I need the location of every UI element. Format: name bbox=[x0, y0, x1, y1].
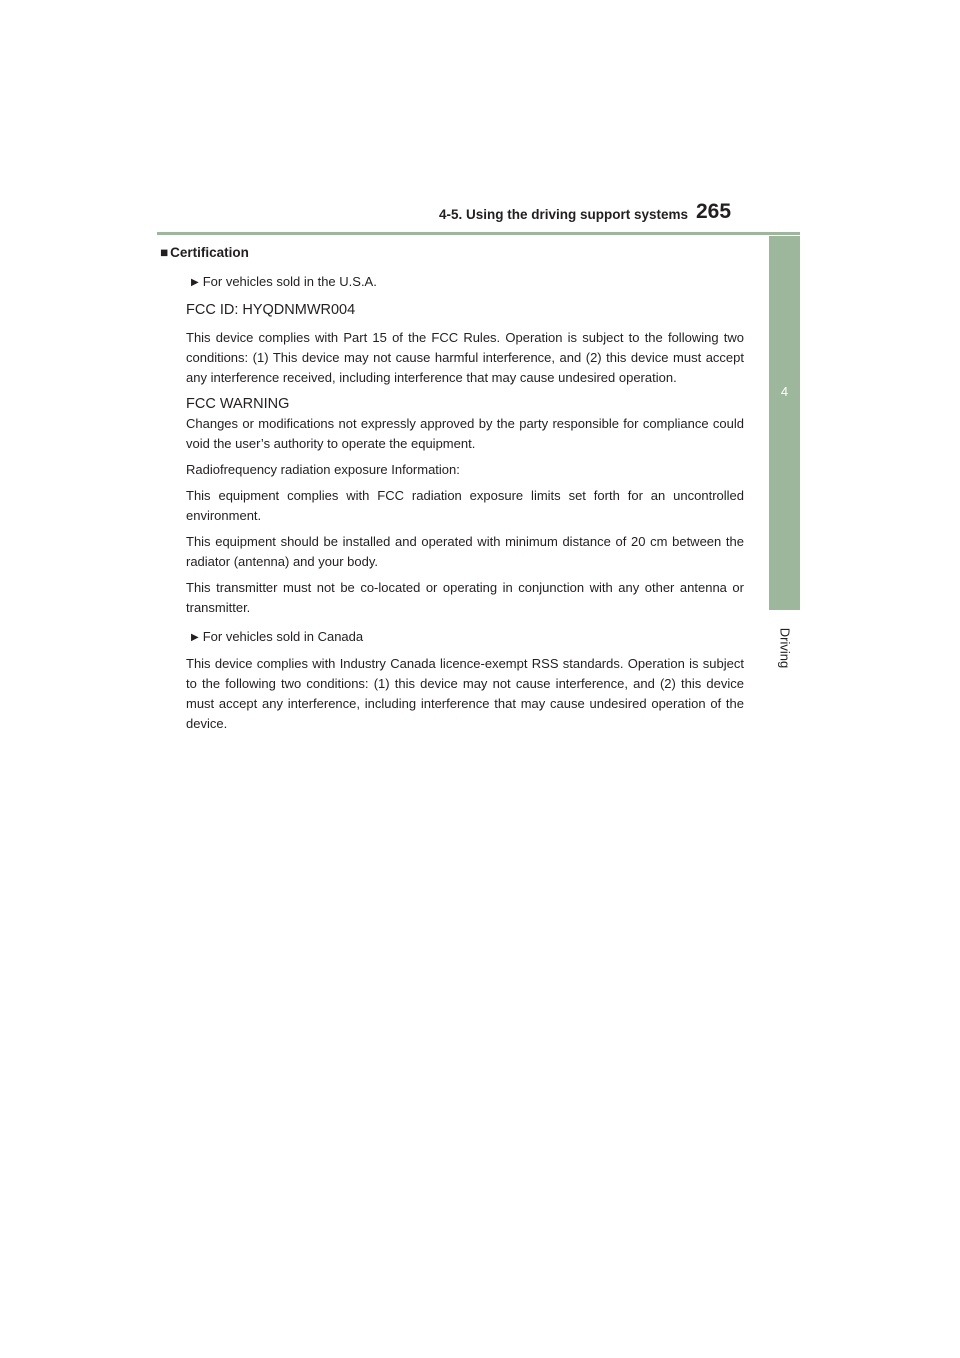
paragraph-exposure-limits: This equipment complies with FCC radiation exposure limits set forth for an uncontrolled environment. bbox=[186, 488, 744, 523]
paragraph-rf-exposure-title: Radiofrequency radiation exposure Information: bbox=[186, 462, 460, 477]
triangle-bullet-icon: ▶ bbox=[191, 632, 199, 643]
fcc-id: FCC ID: HYQDNMWR004 bbox=[186, 302, 356, 318]
subheading-canada bbox=[186, 627, 744, 648]
section-heading bbox=[160, 243, 744, 263]
page-header-title: 4-5. Using the driving support systems bbox=[438, 207, 688, 222]
paragraph-co-location: This transmitter must not be co-located or operating in conjunction with any other antenna or transmitter. bbox=[186, 580, 744, 615]
paragraph-minimum-distance: This equipment should be installed and operated with minimum distance of 20 cm between the radiator (antenna) and your body. bbox=[186, 534, 744, 569]
chapter-tab-label: Driving bbox=[777, 627, 793, 669]
triangle-bullet-icon: ▶ bbox=[191, 277, 199, 288]
paragraph-industry-canada: This device complies with Industry Canada licence-exempt RSS standards. Operation is subject to the following two conditions: (1) this device may not cause interference, and (2) this device must accept any interference, including interference that may cause undesired operation of the device. bbox=[186, 656, 744, 731]
paragraph-modifications: Changes or modifications not expressly approved by the party responsible for compliance could void the user’s authority to operate the equipment. bbox=[186, 416, 744, 451]
subheading-canada-text: For vehicles sold in Canada bbox=[202, 629, 364, 644]
fcc-warning-title: FCC WARNING bbox=[186, 396, 290, 412]
chapter-tab bbox=[769, 236, 800, 610]
header-rule bbox=[157, 232, 800, 235]
section-heading-text: Certification bbox=[170, 245, 249, 260]
page-number: 265 bbox=[696, 200, 732, 223]
square-bullet-icon: ■ bbox=[160, 245, 169, 260]
paragraph-fcc-part15: This device complies with Part 15 of the FCC Rules. Operation is subject to the following two conditions: (1) This device may not cause harmful interference, and (2) this device must accept any interference received, including interference that may cause undesired operation. bbox=[186, 330, 744, 385]
page-content bbox=[160, 243, 744, 734]
subheading-usa bbox=[186, 272, 744, 293]
chapter-tab-number: 4 bbox=[780, 384, 789, 399]
subheading-usa-text: For vehicles sold in the U.S.A. bbox=[202, 274, 377, 289]
